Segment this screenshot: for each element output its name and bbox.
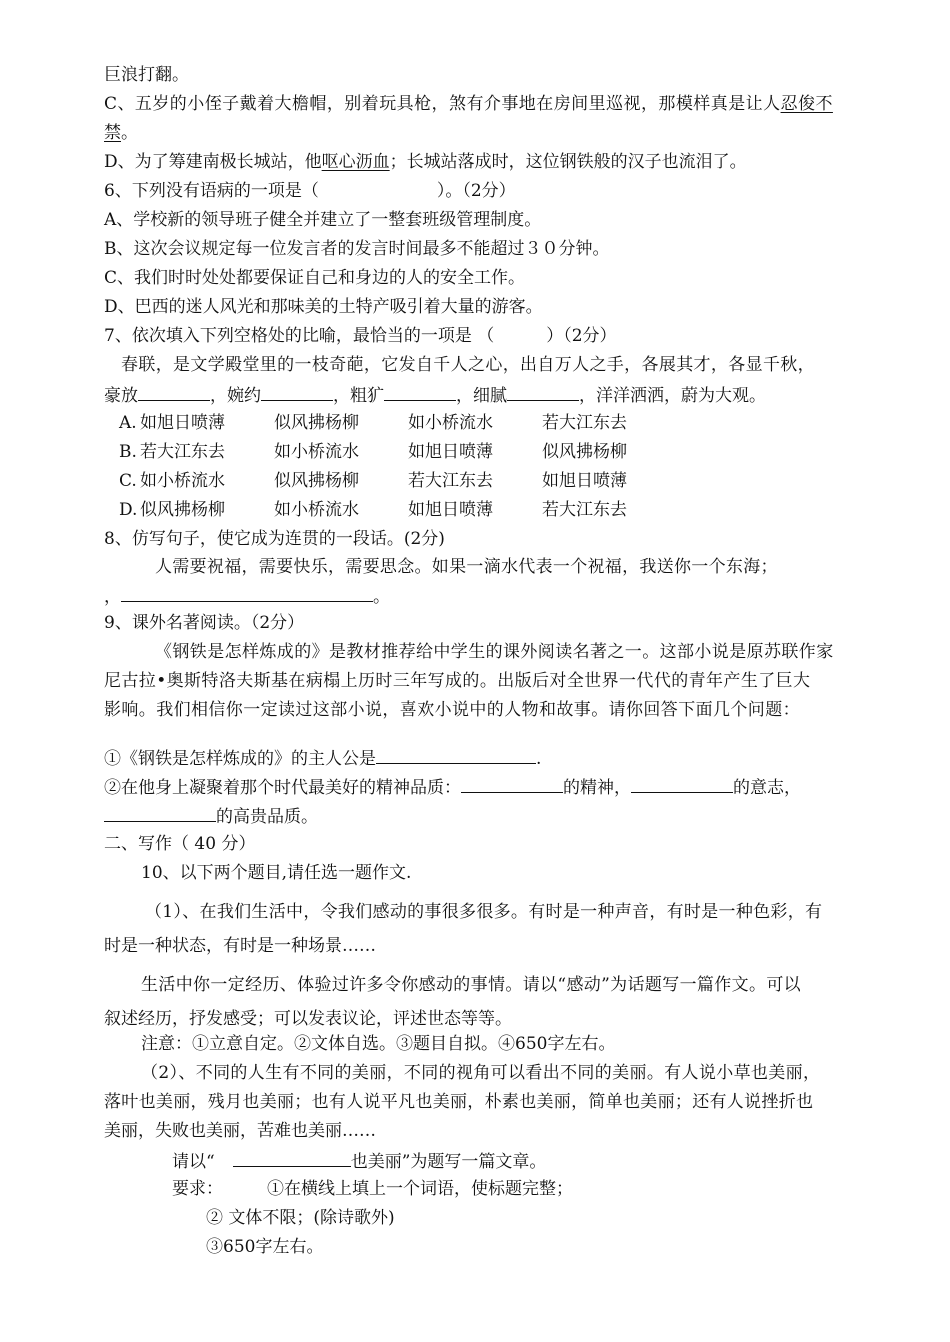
q9-question-2: ②在他身上凝聚着那个时代最美好的精神品质： 的精神， 的意志，: [104, 775, 801, 799]
q9-stem: 9、课外名著阅读。（2分）: [104, 613, 305, 633]
q7-blank-2[interactable]: [261, 383, 333, 401]
topic-2-requirement-2: ② 文体不限；(除诗歌外): [206, 1208, 395, 1228]
q7-option-label: B.: [119, 442, 137, 462]
q9-question-1: ①《钢铁是怎样炼成的》的主人公是 .: [104, 746, 541, 770]
q9-question-2-cont: 的高贵品质。: [104, 804, 318, 828]
writing-heading: 二、写作（ 40 分）: [104, 834, 256, 854]
q9-quality-blank[interactable]: [104, 804, 216, 822]
topic-2-requirement-1: 要求： ①在横线上填上一个词语，使标题完整；: [172, 1179, 573, 1199]
q7-option-label: D.: [119, 500, 138, 520]
q7-option-label: C.: [119, 471, 137, 491]
q7-option-item: 如小桥流水: [140, 471, 225, 491]
q7-blank-3[interactable]: [384, 383, 456, 401]
q10-instruction: 10、以下两个题目,请任选一题作文.: [141, 863, 412, 883]
topic-2-line1: （2）、不同的人生有不同的美丽，不同的视角可以看出不同的美丽。有人说小草也美丽，: [141, 1063, 821, 1083]
q9-spirit-blank[interactable]: [461, 775, 563, 793]
q7-option-item: 如旭日喷薄: [542, 471, 627, 491]
q9-protagonist-blank[interactable]: [376, 746, 536, 764]
q7-option-item: 如旭日喷薄: [140, 413, 225, 433]
topic-2-title-blank[interactable]: [233, 1149, 351, 1167]
topic-2-line2: 落叶也美丽，残月也美丽；也有人说平凡也美丽，朴素也美丽，简单也美丽；还有人说挫折也: [104, 1092, 814, 1112]
q7-option-item: 似风拂杨柳: [140, 500, 225, 520]
q7-passage-line1: 春联，是文学殿堂里的一枝奇葩，它发自千人之心，出自万人之手，各展其才，各显千秋，: [121, 355, 815, 375]
topic-1-line3: 生活中你一定经历、体验过许多令你感动的事情。请以“感动”为话题写一篇作文。可以: [141, 975, 802, 995]
q7-option-item: 如旭日喷薄: [408, 442, 493, 462]
q8-passage: 人需要祝福，需要快乐，需要思念。如果一滴水代表一个祝福，我送你一个东海；: [155, 557, 778, 577]
q7-stem: 7、依次填入下列空格处的比喻，最恰当的一项是 （ ）（2分）: [104, 326, 617, 346]
topic-1-line2: 时是一种状态，有时是一种场景……: [104, 936, 376, 956]
q9-passage-line2: 尼古拉•奥斯特洛夫斯基在病榻上历时三年写成的。出版后对全世界一代代的青年产生了巨大: [104, 671, 811, 691]
q6-option-c: C、我们时时处处都要保证自己和身边的人的安全工作。: [104, 268, 526, 288]
q6-option-b: B、这次会议规定每一位发言者的发言时间最多不能超过３０分钟。: [104, 239, 610, 259]
q7-option-item: 似风拂杨柳: [274, 413, 359, 433]
q7-blank-4[interactable]: [507, 383, 579, 401]
q7-option-item: 若大江东去: [140, 442, 225, 462]
q7-option-item: 若大江东去: [408, 471, 493, 491]
q9-passage-line3: 影响。我们相信你一定读过这部小说，喜欢小说中的人物和故事。请你回答下面几个问题：: [104, 700, 800, 720]
q5-option-c: C、五岁的小侄子戴着大檐帽，别着玩具枪，煞有介事地在房间里巡视，那模样真是让人忍俊不: [104, 94, 833, 114]
q5-option-d: D、为了筹建南极长城站，他呕心沥血；长城站落成时，这位钢铁般的汉子也流泪了。: [104, 152, 747, 172]
q5-option-b-tail: 巨浪打翻。: [104, 65, 189, 85]
q8-answer-line: ， 。: [104, 584, 390, 608]
topic-1-line4: 叙述经历，抒发感受；可以发表议论，评述世态等等。: [104, 1009, 512, 1029]
topic-1-note: 注意：①立意自定。②文体自选。③题目自拟。④650字左右。: [141, 1034, 616, 1054]
topic-1-line1: （1）、在我们生活中，令我们感动的事很多很多。有时是一种声音，有时是一种色彩，有: [145, 902, 823, 922]
q7-passage-line2: 豪放 ，婉约 ，粗犷 ，细腻 ，洋洋洒洒，蔚为大观。: [104, 383, 766, 407]
q8-stem: 8、仿写句子，使它成为连贯的一段话。(2分): [104, 529, 445, 549]
q7-option-label: A.: [119, 413, 137, 433]
topic-2-line3: 美丽，失败也美丽，苦难也美丽……: [104, 1121, 376, 1141]
q7-option-item: 若大江东去: [542, 413, 627, 433]
q6-option-d: D、巴西的迷人风光和那味美的土特产吸引着大量的游客。: [104, 297, 543, 317]
q7-blank-1[interactable]: [138, 383, 210, 401]
q7-option-item: 如小桥流水: [274, 500, 359, 520]
q8-answer-blank[interactable]: [121, 584, 373, 602]
q7-option-item: 似风拂杨柳: [542, 442, 627, 462]
q6-stem: 6、下列没有语病的一项是（ ）。（2分）: [104, 181, 516, 201]
q5-option-c-cont: 禁。: [104, 123, 138, 143]
q7-option-item: 如小桥流水: [274, 442, 359, 462]
topic-2-requirement-3: ③650字左右。: [206, 1237, 324, 1257]
q6-option-a: A、学校新的领导班子健全并建立了一整套班级管理制度。: [104, 210, 542, 230]
topic-2-title-prompt: 请以“ 也美丽”为题写一篇文章。: [172, 1149, 546, 1173]
q7-option-item: 如小桥流水: [408, 413, 493, 433]
q9-will-blank[interactable]: [631, 775, 733, 793]
q9-passage-line1: 《钢铁是怎样炼成的》是教材推荐给中学生的课外阅读名著之一。这部小说是原苏联作家: [155, 642, 834, 662]
q7-option-item: 似风拂杨柳: [274, 471, 359, 491]
q7-option-item: 若大江东去: [542, 500, 627, 520]
q7-option-item: 如旭日喷薄: [408, 500, 493, 520]
